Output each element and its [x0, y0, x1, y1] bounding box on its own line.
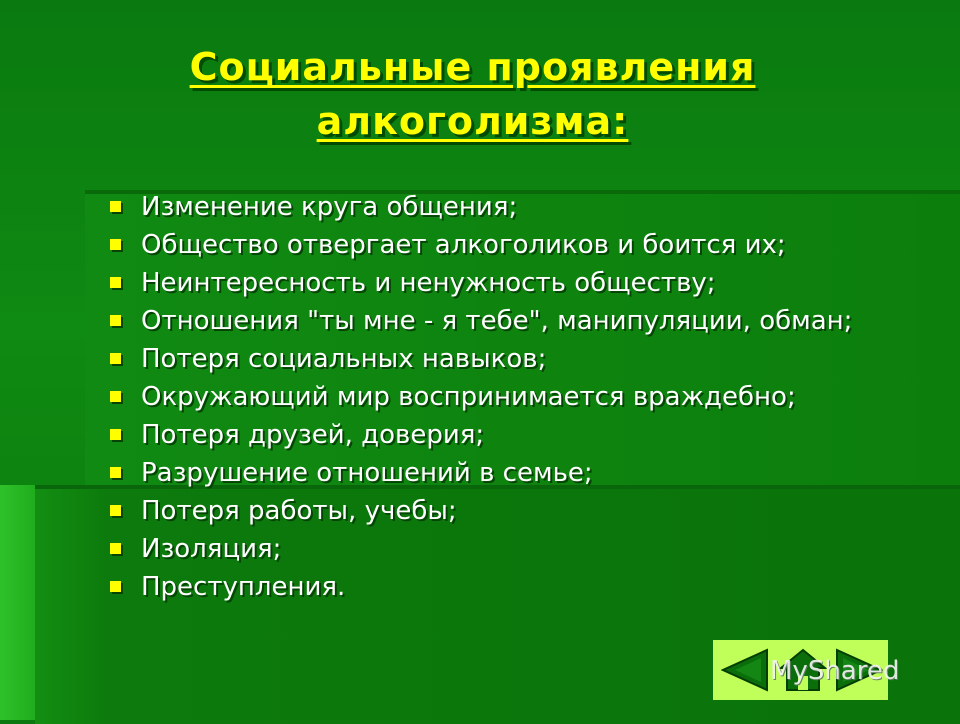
bullet-square-icon	[110, 315, 121, 326]
list-item: Преступления.	[108, 573, 908, 601]
list-item: Неинтересность и ненужность обществу;	[108, 269, 908, 297]
watermark-text: MyShared	[770, 656, 900, 686]
list-item: Потеря социальных навыков;	[108, 345, 908, 373]
list-item: Потеря друзей, доверия;	[108, 421, 908, 449]
list-item: Потеря работы, учебы;	[108, 497, 908, 525]
list-item: Отношения "ты мне - я тебе", манипуляции, обман;	[108, 307, 908, 335]
slide-title	[0, 40, 945, 148]
bullet-square-icon	[110, 353, 121, 364]
bullet-square-icon	[110, 581, 121, 592]
list-item: Изоляция;	[108, 535, 908, 563]
list-item: Разрушение отношений в семье;	[108, 459, 908, 487]
list-item: Общество отвергает алкоголиков и боится их;	[108, 231, 908, 259]
bullet-square-icon	[110, 429, 121, 440]
bullet-square-icon	[110, 467, 121, 478]
watermark	[770, 656, 899, 686]
list-item: Изменение круга общения;	[108, 193, 908, 221]
bullet-square-icon	[110, 239, 121, 250]
previous-icon[interactable]	[721, 648, 769, 692]
bullet-list	[108, 193, 908, 611]
bullet-square-icon	[110, 391, 121, 402]
title-line-2: алкоголизма:	[316, 99, 629, 143]
title-line-1: Социальные проявления	[189, 45, 756, 89]
bullet-square-icon	[110, 543, 121, 554]
bullet-square-icon	[110, 277, 121, 288]
bullet-square-icon	[110, 201, 121, 212]
bullet-square-icon	[110, 505, 121, 516]
list-item: Окружающий мир воспринимается враждебно;	[108, 383, 908, 411]
